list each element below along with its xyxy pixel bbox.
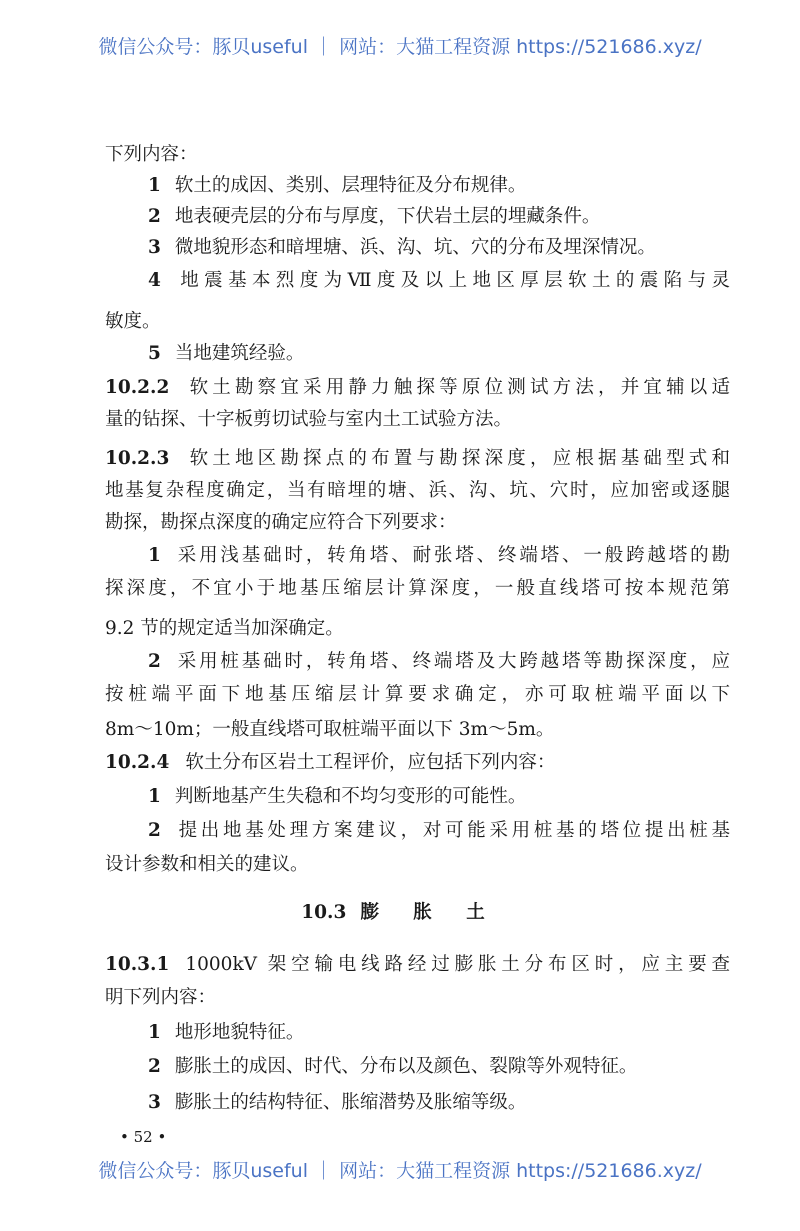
list-item: 5 当地建筑经验。 bbox=[148, 343, 305, 364]
list-item: 2 膨胀土的成因、时代、分布以及颜色、裂隙等外观特征。 bbox=[148, 1056, 638, 1077]
list-item: 1 判断地基产生失稳和不均匀变形的可能性。 bbox=[148, 786, 527, 807]
text-line: 设计参数和相关的建议。 bbox=[105, 854, 309, 875]
clause-10-2-3: 10.2.3 软土地区勘探点的布置与勘探深度，应根据基础型式和 bbox=[105, 448, 730, 469]
text-line: 按桩端平面下地基压缩层计算要求确定，亦可取桩端平面以下 bbox=[105, 684, 730, 705]
clause-10-3-1: 10.3.1 1000kV 架空输电线路经过膨胀土分布区时，应主要查 bbox=[105, 954, 730, 975]
clause-10-2-4: 10.2.4 软土分布区岩土工程评价，应包括下列内容： bbox=[105, 752, 556, 773]
clause-10-2-2: 10.2.2 软土勘察宜采用静力触探等原位测试方法，并宜辅以适 bbox=[105, 377, 730, 398]
list-item: 1 地形地貌特征。 bbox=[148, 1022, 305, 1043]
text-line: 量的钻探、十字板剪切试验与室内土工试验方法。 bbox=[105, 409, 513, 430]
list-item: 3 微地貌形态和暗埋塘、浜、沟、坑、穴的分布及埋深情况。 bbox=[148, 237, 656, 258]
text-line: 地基复杂程度确定，当有暗埋的塘、浜、沟、坑、穴时，应加密或逐腿 bbox=[105, 480, 730, 501]
list-item: 3 膨胀土的结构特征、胀缩潜势及胀缩等级。 bbox=[148, 1092, 527, 1113]
section-heading: 10.3 膨 胀 土 bbox=[301, 902, 499, 923]
list-item: 2 采用桩基础时，转角塔、终端塔及大跨越塔等勘探深度，应 bbox=[148, 651, 730, 672]
page-number: • 52 • bbox=[120, 1128, 167, 1146]
list-item: 2 提出地基处理方案建议，对可能采用桩基的塔位提出桩基 bbox=[148, 820, 730, 841]
list-item: 2 地表硬壳层的分布与厚度，下伏岩土层的埋藏条件。 bbox=[148, 206, 601, 227]
text-line: 勘探，勘探点深度的确定应符合下列要求： bbox=[105, 512, 457, 533]
text-line: 明下列内容： bbox=[105, 987, 217, 1008]
list-item: 1 软土的成因、类别、层理特征及分布规律。 bbox=[148, 175, 527, 196]
text-line: 敏度。 bbox=[105, 311, 161, 332]
list-item: 4 地震基本烈度为Ⅶ度及以上地区厚层软土的震陷与灵 bbox=[148, 270, 730, 291]
text-line: 探深度，不宜小于地基压缩层计算深度，一般直线塔可按本规范第 bbox=[105, 578, 730, 599]
text-line: 下列内容： bbox=[105, 144, 198, 165]
watermark-top: 微信公众号：豚贝useful ｜ 网站：大猫工程资源 https://521686.xyz/ bbox=[98, 36, 702, 58]
text-line: 8m～10m；一般直线塔可取桩端平面以下 3m～5m。 bbox=[105, 719, 555, 740]
list-item: 1 采用浅基础时，转角塔、耐张塔、终端塔、一般跨越塔的勘 bbox=[148, 545, 730, 566]
watermark-bottom: 微信公众号：豚贝useful ｜ 网站：大猫工程资源 https://521686.xyz/ bbox=[98, 1160, 702, 1182]
text-line: 9.2 节的规定适当加深确定。 bbox=[105, 618, 344, 639]
